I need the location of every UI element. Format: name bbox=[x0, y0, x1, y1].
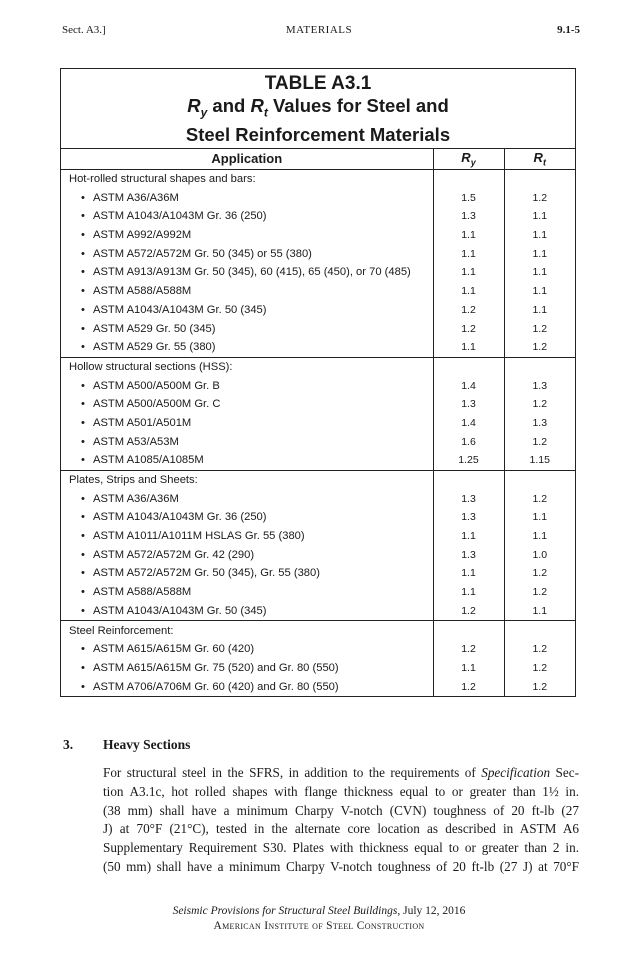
material-name: ASTM A1011/A1011M HSLAS Gr. 55 (380) bbox=[93, 530, 305, 543]
material-name: ASTM A572/A572M Gr. 42 (290) bbox=[93, 548, 255, 561]
section-body bbox=[103, 764, 579, 877]
col-header-ry: $R_y$ bbox=[433, 148, 504, 169]
rt-value: 1.2 bbox=[504, 583, 575, 602]
rt-value: 1.1 bbox=[504, 244, 575, 263]
section-title: Heavy Sections bbox=[103, 737, 191, 752]
table-row bbox=[61, 188, 575, 207]
table-row bbox=[61, 451, 575, 470]
material-cell bbox=[61, 282, 433, 301]
group-ry-empty bbox=[433, 470, 504, 489]
rt-value: 1.15 bbox=[504, 451, 575, 470]
material-cell bbox=[61, 263, 433, 282]
footer-line1: Seismic Provisions for Structural Steel Buildings, July 12, 2016 bbox=[172, 905, 466, 917]
body-line: (50 mm) shall have a minimum Charpy V-notch toughness of 20 ft-lb (27 J) at 70°F bbox=[103, 858, 579, 874]
ry-value: 1.2 bbox=[433, 677, 504, 696]
section-number: 3. bbox=[63, 737, 74, 752]
ry-value: 1.4 bbox=[433, 414, 504, 433]
table-body bbox=[61, 169, 575, 696]
rt-value: 1.2 bbox=[504, 659, 575, 678]
material-cell bbox=[61, 545, 433, 564]
material-name: ASTM A1043/A1043M Gr. 36 (250) bbox=[93, 511, 267, 524]
table-row bbox=[61, 432, 575, 451]
table-row bbox=[61, 319, 575, 338]
material-name: ASTM A588/A588M bbox=[93, 586, 192, 599]
ry-value: 1.1 bbox=[433, 263, 504, 282]
group-row bbox=[61, 357, 575, 376]
group-rt-empty bbox=[504, 621, 575, 640]
bullet-icon: • bbox=[81, 266, 85, 279]
rt-value: 1.1 bbox=[504, 602, 575, 621]
bullet-icon: • bbox=[81, 567, 85, 580]
material-cell bbox=[61, 640, 433, 659]
header-chapter: MATERIALS bbox=[285, 24, 353, 36]
material-cell bbox=[61, 319, 433, 338]
table-row bbox=[61, 414, 575, 433]
table-row bbox=[61, 338, 575, 357]
ry-value: 1.1 bbox=[433, 659, 504, 678]
footer-line2: American Institute of Steel Construction bbox=[213, 920, 425, 932]
ry-value: 1.1 bbox=[433, 244, 504, 263]
table-row bbox=[61, 564, 575, 583]
group-rt-empty bbox=[504, 357, 575, 376]
material-cell bbox=[61, 677, 433, 696]
body-line: Supplementary Requirement S30. Plates with thickness equal to or greater than 2 in. bbox=[103, 840, 579, 856]
ry-value: 1.1 bbox=[433, 583, 504, 602]
material-cell bbox=[61, 414, 433, 433]
material-cell bbox=[61, 188, 433, 207]
group-label: Steel Reinforcement: bbox=[61, 621, 433, 640]
body-line: (38 mm) shall have a minimum Charpy V-notch (CVN) toughness of 20 ft-lb (27 bbox=[103, 802, 579, 818]
page-footer bbox=[0, 904, 638, 934]
ry-value: 1.1 bbox=[433, 226, 504, 245]
table-row bbox=[61, 659, 575, 678]
material-name: ASTM A706/A706M Gr. 60 (420) and Gr. 80 (550) bbox=[93, 680, 339, 693]
table-row bbox=[61, 602, 575, 621]
table-row bbox=[61, 395, 575, 414]
material-name: ASTM A615/A615M Gr. 60 (420) bbox=[93, 643, 255, 656]
ry-value: 1.3 bbox=[433, 545, 504, 564]
bullet-icon: • bbox=[81, 530, 85, 543]
rt-value: 1.0 bbox=[504, 545, 575, 564]
ry-value: 1.25 bbox=[433, 451, 504, 470]
rt-value: 1.1 bbox=[504, 263, 575, 282]
table-row bbox=[61, 489, 575, 508]
material-name: ASTM A36/A36M bbox=[93, 191, 179, 204]
ry-value: 1.2 bbox=[433, 602, 504, 621]
rt-value: 1.3 bbox=[504, 376, 575, 395]
table-row bbox=[61, 545, 575, 564]
table-title bbox=[61, 69, 575, 148]
material-cell bbox=[61, 564, 433, 583]
material-name: ASTM A500/A500M Gr. B bbox=[93, 379, 220, 392]
material-cell bbox=[61, 602, 433, 621]
ry-value: 1.3 bbox=[433, 207, 504, 226]
body-line: tion A3.1c, hot rolled shapes with flange thickness equal to or greater than 1½ in. bbox=[103, 783, 579, 799]
ry-value: 1.3 bbox=[433, 489, 504, 508]
bullet-icon: • bbox=[81, 511, 85, 524]
rt-value: 1.1 bbox=[504, 207, 575, 226]
header-page-number: 9.1-5 bbox=[557, 24, 580, 36]
material-name: ASTM A1043/A1043M Gr. 36 (250) bbox=[93, 210, 267, 223]
col-header-rt: $R_t$ bbox=[504, 148, 575, 169]
bullet-icon: • bbox=[81, 604, 85, 617]
bullet-icon: • bbox=[81, 416, 85, 429]
ry-value: 1.2 bbox=[433, 640, 504, 659]
material-name: ASTM A53/A53M bbox=[93, 435, 179, 448]
ry-value: 1.2 bbox=[433, 319, 504, 338]
rt-value: 1.3 bbox=[504, 414, 575, 433]
section-heading bbox=[63, 737, 190, 753]
ry-value: 1.1 bbox=[433, 338, 504, 357]
material-cell bbox=[61, 207, 433, 226]
bullet-icon: • bbox=[81, 191, 85, 204]
bullet-icon: • bbox=[81, 454, 85, 467]
material-cell bbox=[61, 432, 433, 451]
rt-value: 1.2 bbox=[504, 489, 575, 508]
rt-value: 1.1 bbox=[504, 508, 575, 527]
ry-value: 1.3 bbox=[433, 508, 504, 527]
bullet-icon: • bbox=[81, 285, 85, 298]
material-name: ASTM A1085/A1085M bbox=[93, 454, 204, 467]
material-cell bbox=[61, 338, 433, 357]
rt-value: 1.1 bbox=[504, 226, 575, 245]
rt-value: 1.2 bbox=[504, 319, 575, 338]
bullet-icon: • bbox=[81, 586, 85, 599]
material-cell bbox=[61, 489, 433, 508]
table-row bbox=[61, 677, 575, 696]
material-cell bbox=[61, 508, 433, 527]
table-row bbox=[61, 640, 575, 659]
table-row bbox=[61, 244, 575, 263]
rt-value: 1.2 bbox=[504, 677, 575, 696]
table-row bbox=[61, 508, 575, 527]
rt-value: 1.2 bbox=[504, 640, 575, 659]
table-row bbox=[61, 282, 575, 301]
bullet-icon: • bbox=[81, 210, 85, 223]
material-name: ASTM A529 Gr. 50 (345) bbox=[93, 322, 216, 335]
body-line: J) at 70°F (21°C), tested in the alternate core location as described in ASTM A6 bbox=[103, 821, 579, 837]
group-rt-empty bbox=[504, 470, 575, 489]
group-label: Hollow structural sections (HSS): bbox=[61, 357, 433, 376]
bullet-icon: • bbox=[81, 680, 85, 693]
material-name: ASTM A992/A992M bbox=[93, 229, 192, 242]
ry-value: 1.5 bbox=[433, 188, 504, 207]
rt-value: 1.1 bbox=[504, 527, 575, 546]
ry-value: 1.1 bbox=[433, 282, 504, 301]
material-name: ASTM A1043/A1043M Gr. 50 (345) bbox=[93, 303, 267, 316]
bullet-icon: • bbox=[81, 229, 85, 242]
material-cell bbox=[61, 659, 433, 678]
material-cell bbox=[61, 527, 433, 546]
group-ry-empty bbox=[433, 169, 504, 188]
bullet-icon: • bbox=[81, 303, 85, 316]
bullet-icon: • bbox=[81, 379, 85, 392]
bullet-icon: • bbox=[81, 492, 85, 505]
group-ry-empty bbox=[433, 621, 504, 640]
table-row bbox=[61, 583, 575, 602]
material-name: ASTM A36/A36M bbox=[93, 492, 179, 505]
material-cell bbox=[61, 395, 433, 414]
group-ry-empty bbox=[433, 357, 504, 376]
material-name: ASTM A529 Gr. 55 (380) bbox=[93, 341, 216, 354]
material-name: ASTM A501/A501M bbox=[93, 416, 192, 429]
table-title-line3: Steel Reinforcement Materials bbox=[185, 123, 451, 145]
material-name: ASTM A615/A615M Gr. 75 (520) and Gr. 80 (550) bbox=[93, 661, 339, 674]
bullet-icon: • bbox=[81, 643, 85, 656]
table-row bbox=[61, 376, 575, 395]
bullet-icon: • bbox=[81, 661, 85, 674]
ry-value: 1.6 bbox=[433, 432, 504, 451]
group-row bbox=[61, 470, 575, 489]
material-cell bbox=[61, 376, 433, 395]
table-row bbox=[61, 301, 575, 320]
group-rt-empty bbox=[504, 169, 575, 188]
material-name: ASTM A1043/A1043M Gr. 50 (345) bbox=[93, 604, 267, 617]
bullet-icon: • bbox=[81, 322, 85, 335]
rt-value: 1.2 bbox=[504, 432, 575, 451]
material-cell bbox=[61, 301, 433, 320]
ry-value: 1.2 bbox=[433, 301, 504, 320]
material-name: ASTM A913/A913M Gr. 50 (345), 60 (415), 65 (450), or 70 (485) bbox=[93, 266, 411, 279]
bullet-icon: • bbox=[81, 548, 85, 561]
material-name: ASTM A572/A572M Gr. 50 (345), Gr. 55 (380) bbox=[93, 567, 320, 580]
table-row bbox=[61, 207, 575, 226]
group-row bbox=[61, 169, 575, 188]
group-label: Plates, Strips and Sheets: bbox=[61, 470, 433, 489]
group-label: Hot-rolled structural shapes and bars: bbox=[69, 173, 256, 186]
table-row bbox=[61, 226, 575, 245]
material-cell bbox=[61, 226, 433, 245]
ry-value: 1.3 bbox=[433, 395, 504, 414]
ry-value: 1.1 bbox=[433, 564, 504, 583]
material-cell bbox=[61, 583, 433, 602]
ry-value: 1.1 bbox=[433, 527, 504, 546]
bullet-icon: • bbox=[81, 247, 85, 260]
ry-value: 1.4 bbox=[433, 376, 504, 395]
rt-value: 1.1 bbox=[504, 301, 575, 320]
rt-value: 1.2 bbox=[504, 395, 575, 414]
material-name: ASTM A572/A572M Gr. 50 (345) or 55 (380) bbox=[93, 247, 312, 260]
rt-value: 1.2 bbox=[504, 338, 575, 357]
table-title-line1: TABLE A3.1 bbox=[264, 73, 372, 94]
col-header-application: Application bbox=[61, 148, 433, 169]
bullet-icon: • bbox=[81, 341, 85, 354]
bullet-icon: • bbox=[81, 435, 85, 448]
material-cell bbox=[61, 244, 433, 263]
material-name: ASTM A588/A588M bbox=[93, 285, 192, 298]
table-row bbox=[61, 263, 575, 282]
bullet-icon: • bbox=[81, 398, 85, 411]
material-cell bbox=[61, 451, 433, 470]
rt-value: 1.2 bbox=[504, 564, 575, 583]
rt-value: 1.2 bbox=[504, 188, 575, 207]
header-section: Sect. A3.] bbox=[62, 24, 106, 36]
rt-value: 1.1 bbox=[504, 282, 575, 301]
values-table bbox=[61, 148, 575, 696]
table-a3-1 bbox=[60, 68, 576, 697]
table-title-line2: $R_y$ and $R_t$ Values for Steel and bbox=[187, 95, 449, 120]
group-row bbox=[61, 621, 575, 640]
table-row bbox=[61, 527, 575, 546]
body-line: For structural steel in the SFRS, in addition to the requirements of Specification Sec- bbox=[103, 765, 579, 780]
material-name: ASTM A500/A500M Gr. C bbox=[93, 398, 221, 411]
